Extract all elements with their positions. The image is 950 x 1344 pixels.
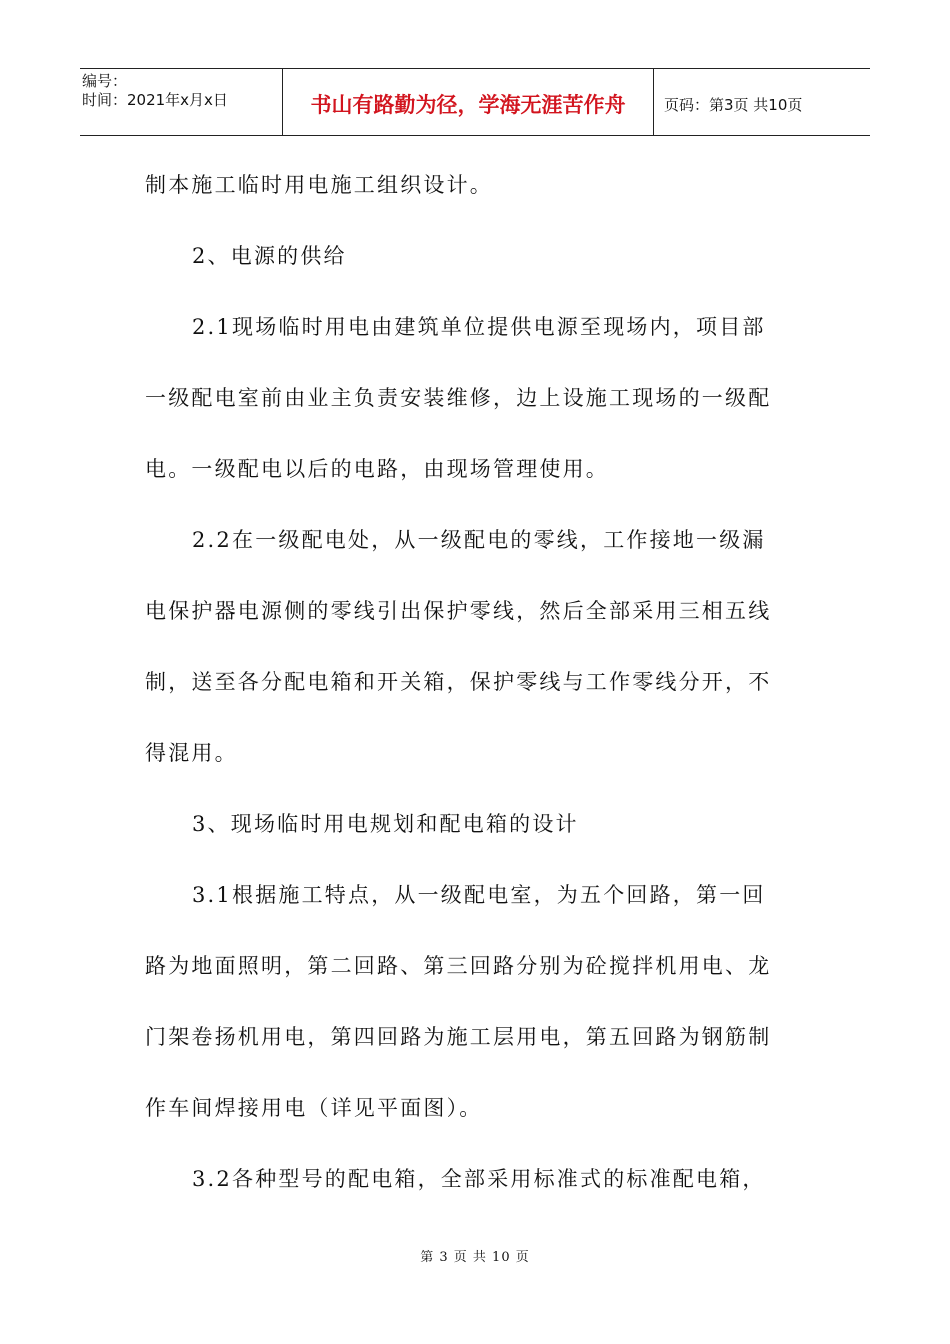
body-line-11: 3.1根据施工特点，从一级配电室，为五个回路，第一回	[192, 883, 766, 907]
body-line-9: 得混用。	[145, 741, 238, 765]
header-table	[80, 68, 870, 136]
header-motto: 书山有路勤为径，学海无涯苦作舟	[283, 69, 654, 135]
body-line-3: 2.1现场临时用电由建筑单位提供电源至现场内，项目部	[192, 315, 766, 339]
section-heading-power-supply: 2、电源的供给	[192, 244, 347, 268]
body-line-8: 制，送至各分配电箱和开关箱，保护零线与工作零线分开，不	[145, 670, 772, 694]
body-line-5: 电。一级配电以后的电路，由现场管理使用。	[145, 457, 609, 481]
page-footer: 第 3 页 共 10 页	[420, 1250, 530, 1265]
body-line-14: 作车间焊接用电（详见平面图）。	[145, 1096, 483, 1120]
body-line-13: 门架卷扬机用电，第四回路为施工层用电，第五回路为钢筋制	[145, 1025, 772, 1049]
body-line-6: 2.2在一级配电处，从一级配电的零线，工作接地一级漏	[192, 528, 766, 552]
document-time-label: 时间：2021年x月x日	[82, 91, 228, 109]
section-heading-planning: 3、现场临时用电规划和配电箱的设计	[192, 812, 579, 836]
document-number-label: 编号：	[82, 72, 128, 90]
document-body	[145, 150, 805, 1215]
header-page-info: 页码：第3页 共10页	[664, 95, 803, 114]
body-line-15: 3.2各种型号的配电箱，全部采用标准式的标准配电箱，	[192, 1167, 766, 1191]
body-line-7: 电保护器电源侧的零线引出保护零线，然后全部采用三相五线	[145, 599, 772, 623]
body-line-12: 路为地面照明，第二回路、第三回路分别为砼搅拌机用电、龙	[145, 954, 772, 978]
body-line-1: 制本施工临时用电施工组织设计。	[145, 173, 493, 197]
header-meta-cell	[80, 69, 283, 135]
body-line-4: 一级配电室前由业主负责安装维修，边上设施工现场的一级配	[145, 386, 772, 410]
